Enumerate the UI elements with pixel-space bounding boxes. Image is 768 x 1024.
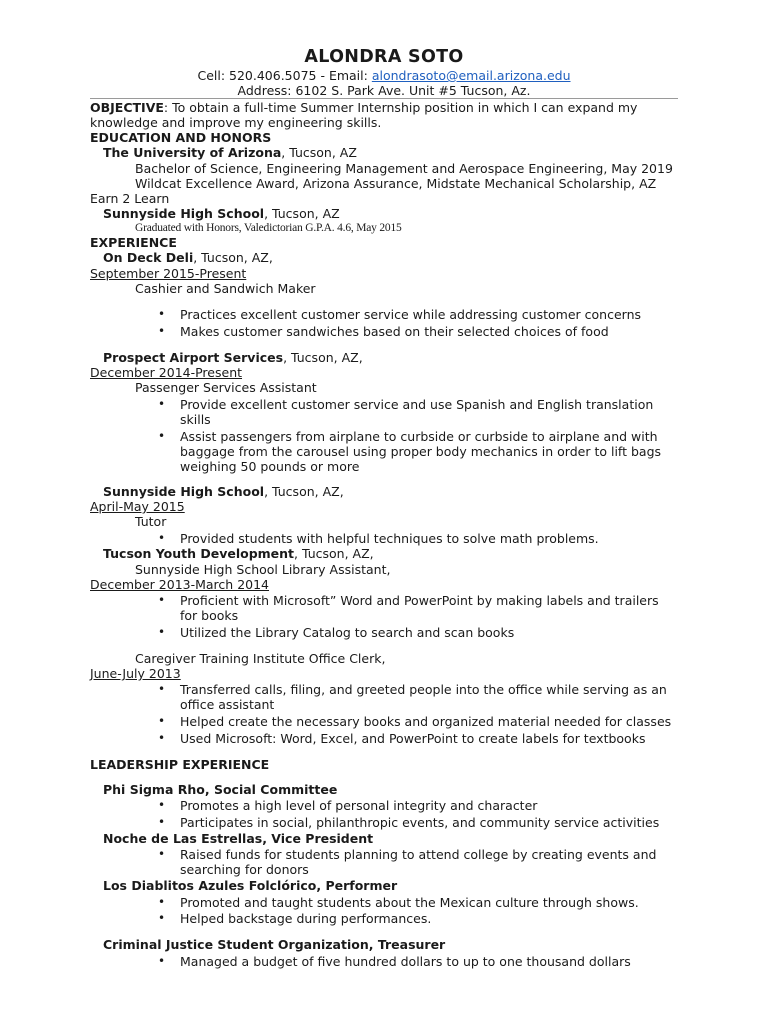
bullet-icon: • xyxy=(158,895,166,909)
bullet-icon: • xyxy=(158,625,166,639)
job-bullet: Practices excellent customer service while addressing customer concerns xyxy=(180,307,642,322)
bullet-icon: • xyxy=(158,911,166,925)
job-title: Sunnyside High School Library Assistant, xyxy=(135,562,391,577)
bullet-icon: • xyxy=(158,593,166,607)
school-location: , Tucson, AZ xyxy=(281,145,357,160)
awards-line-cont: Earn 2 Learn xyxy=(90,191,170,206)
contact-line xyxy=(0,68,768,83)
objective-text-cont: knowledge and improve my engineering skills. xyxy=(90,115,382,130)
address-line: Address: 6102 S. Park Ave. Unit #5 Tucson, Az. xyxy=(237,83,531,98)
org-location: , Tucson, AZ, xyxy=(283,350,363,365)
bullet-icon: • xyxy=(158,798,166,812)
leadership-bullet: Promotes a high level of personal integrity and character xyxy=(180,798,538,813)
school-name: The University of Arizona xyxy=(103,145,282,160)
education-heading: EDUCATION AND HONORS xyxy=(90,130,272,145)
job-dates: December 2014-Present xyxy=(90,365,243,380)
job-bullet-cont: office assistant xyxy=(180,697,275,712)
leadership-bullet-cont: searching for donors xyxy=(180,862,309,877)
job-org xyxy=(103,546,374,561)
objective-text: : To obtain a full-time Summer Internship position in which I can expand my xyxy=(163,100,638,115)
leadership-bullet: Helped backstage during performances. xyxy=(180,911,432,926)
job-bullet: Utilized the Library Catalog to search and scan books xyxy=(180,625,515,640)
bullet-icon: • xyxy=(158,682,166,696)
job-title: Passenger Services Assistant xyxy=(135,380,317,395)
applicant-name: ALONDRA SOTO xyxy=(304,47,464,67)
job-bullet-cont: weighing 50 pounds or more xyxy=(180,459,360,474)
bullet-icon: • xyxy=(158,531,166,545)
org-location: , Tucson, AZ, xyxy=(193,250,273,265)
org-name: Prospect Airport Services xyxy=(103,350,284,365)
job-bullet-cont: for books xyxy=(180,608,239,623)
job-title: Caregiver Training Institute Office Clerk, xyxy=(135,651,386,666)
job-dates: June-July 2013 xyxy=(90,666,181,681)
email-link[interactable]: alondrasoto@email.arizona.edu xyxy=(371,68,571,83)
school-highschool xyxy=(103,206,340,221)
bullet-icon: • xyxy=(158,731,166,745)
job-bullet: Assist passengers from airplane to curbside or curbside to airplane and with xyxy=(180,429,658,444)
job-bullet: Makes customer sandwiches based on their selected choices of food xyxy=(180,324,609,339)
org-location: , Tucson, AZ, xyxy=(294,546,374,561)
awards-line: Wildcat Excellence Award, Arizona Assurance, Midstate Mechanical Scholarship, AZ xyxy=(135,176,657,191)
job-bullet: Transferred calls, filing, and greeted people into the office while serving as an xyxy=(180,682,667,697)
leadership-role: Phi Sigma Rho, Social Committee xyxy=(103,782,338,797)
org-name: Tucson Youth Development xyxy=(103,546,295,561)
job-title: Cashier and Sandwich Maker xyxy=(135,281,316,296)
job-org xyxy=(103,350,363,365)
leadership-role: Los Diablitos Azules Folclórico, Performer xyxy=(103,878,398,893)
job-bullet: Proficient with Microsoft” Word and PowerPoint by making labels and trailers xyxy=(180,593,659,608)
leadership-bullet: Managed a budget of five hundred dollars to up to one thousand dollars xyxy=(180,954,631,969)
job-dates: September 2015-Present xyxy=(90,266,247,281)
leadership-bullet: Participates in social, philanthropic events, and community service activities xyxy=(180,815,660,830)
job-bullet: Helped create the necessary books and organized material needed for classes xyxy=(180,714,672,729)
job-bullet-cont: baggage from the carousel using proper body mechanics in order to lift bags xyxy=(180,444,662,459)
job-dates: April-May 2015 xyxy=(90,499,185,514)
contact-text: Cell: 520.406.5075 - Email: xyxy=(197,68,372,83)
leadership-bullet: Raised funds for students planning to attend college by creating events and xyxy=(180,847,657,862)
bullet-icon: • xyxy=(158,307,166,321)
job-org xyxy=(103,250,273,265)
job-bullet: Provide excellent customer service and use Spanish and English translation xyxy=(180,397,654,412)
leadership-bullet: Promoted and taught students about the Mexican culture through shows. xyxy=(180,895,639,910)
leadership-role: Criminal Justice Student Organization, Treasurer xyxy=(103,937,446,952)
job-bullet-cont: skills xyxy=(180,412,211,427)
bullet-icon: • xyxy=(158,954,166,968)
job-dates: December 2013-March 2014 xyxy=(90,577,270,592)
leadership-role: Noche de Las Estrellas, Vice President xyxy=(103,831,374,846)
job-org xyxy=(103,484,344,499)
org-name: On Deck Deli xyxy=(103,250,194,265)
bullet-icon: • xyxy=(158,324,166,338)
school-location: , Tucson, AZ xyxy=(264,206,340,221)
objective-label: OBJECTIVE xyxy=(90,100,164,115)
bullet-icon: • xyxy=(158,397,166,411)
school-name: Sunnyside High School xyxy=(103,206,265,221)
bullet-icon: • xyxy=(158,815,166,829)
objective-line xyxy=(90,100,637,115)
leadership-heading: LEADERSHIP EXPERIENCE xyxy=(90,757,270,772)
experience-heading: EXPERIENCE xyxy=(90,235,177,250)
job-bullet: Used Microsoft: Word, Excel, and PowerPoint to create labels for textbooks xyxy=(180,731,646,746)
bullet-icon: • xyxy=(158,429,166,443)
job-title: Tutor xyxy=(135,514,167,529)
job-bullet: Provided students with helpful techniques to solve math problems. xyxy=(180,531,599,546)
degree-line: Bachelor of Science, Engineering Management and Aerospace Engineering, May 2019 xyxy=(135,161,673,176)
bullet-icon: • xyxy=(158,847,166,861)
bullet-icon: • xyxy=(158,714,166,728)
org-location: , Tucson, AZ, xyxy=(264,484,344,499)
highschool-honors: Graduated with Honors, Valedictorian G.P.A. 4.6, May 2015 xyxy=(135,222,402,234)
header-divider xyxy=(90,98,678,99)
org-name: Sunnyside High School xyxy=(103,484,265,499)
school-university xyxy=(103,145,357,160)
